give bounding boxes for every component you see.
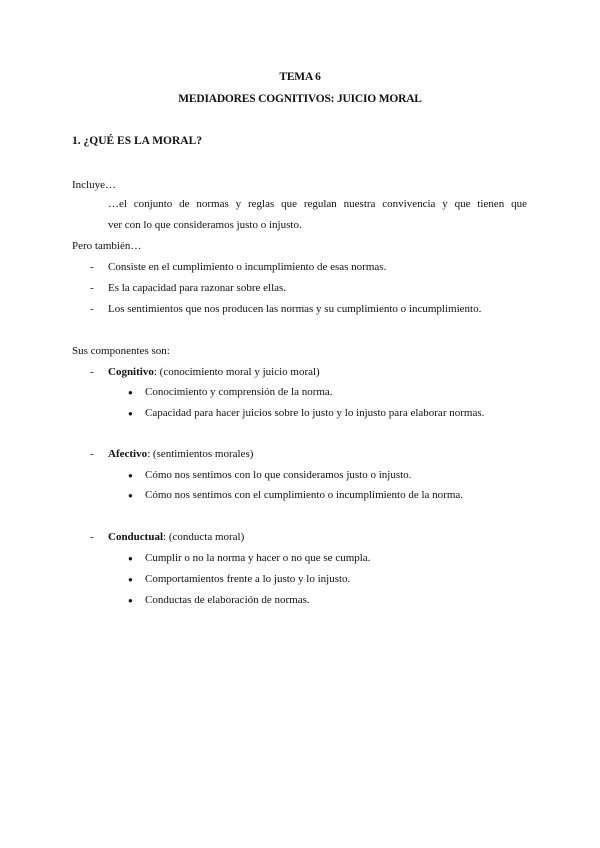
list-item: Cumplir o no la norma y hacer o no que se cumpla. bbox=[145, 552, 371, 564]
component-heading bbox=[108, 366, 320, 378]
bullet-marker: ● bbox=[128, 388, 133, 397]
bullet-marker: ● bbox=[128, 471, 133, 480]
list-item: Los sentimientos que nos producen las normas y su cumplimiento o incumplimiento. bbox=[108, 303, 482, 315]
component-name: Cognitivo bbox=[108, 366, 154, 378]
components-label: Sus componentes son: bbox=[72, 345, 170, 357]
component-heading bbox=[108, 448, 253, 460]
component-detail: : (sentimientos morales) bbox=[147, 448, 254, 460]
list-item: Conductas de elaboración de normas. bbox=[145, 594, 310, 606]
document-title: TEMA 6 bbox=[279, 71, 321, 83]
list-item: Comportamientos frente a lo justo y lo injusto. bbox=[145, 573, 351, 585]
intro-paragraph-line-2: ver con lo que consideramos justo o injusto. bbox=[108, 219, 302, 231]
component-detail: : (conducta moral) bbox=[163, 531, 245, 543]
component-name: Afectivo bbox=[108, 448, 148, 460]
list-item: Cómo nos sentimos con lo que consideramos justo o injusto. bbox=[145, 469, 412, 481]
also-label: Pero también… bbox=[72, 240, 142, 252]
bullet-marker: ● bbox=[128, 554, 133, 563]
intro-label: Incluye… bbox=[72, 179, 116, 191]
dash-marker: - bbox=[90, 261, 94, 273]
dash-marker: - bbox=[90, 282, 94, 294]
bullet-marker: ● bbox=[128, 409, 133, 418]
list-item: Es la capacidad para razonar sobre ellas. bbox=[108, 282, 287, 294]
component-heading bbox=[108, 531, 244, 543]
dash-marker: - bbox=[90, 303, 94, 315]
list-item: Cómo nos sentimos con el cumplimiento o incumplimiento de la norma. bbox=[145, 489, 464, 501]
component-detail: : (conocimiento moral y juicio moral) bbox=[153, 366, 320, 378]
list-item: Capacidad para hacer juicios sobre lo justo y lo injusto para elaborar normas. bbox=[145, 407, 485, 419]
section-heading: 1. ¿QUÉ ES LA MORAL? bbox=[72, 135, 203, 147]
dash-marker: - bbox=[90, 448, 94, 460]
document-subtitle: MEDIADORES COGNITIVOS: JUICIO MORAL bbox=[178, 93, 422, 105]
list-item: Consiste en el cumplimiento o incumplimiento de esas normas. bbox=[108, 261, 387, 273]
bullet-marker: ● bbox=[128, 575, 133, 584]
list-item: Conocimiento y comprensión de la norma. bbox=[145, 386, 333, 398]
bullet-marker: ● bbox=[128, 596, 133, 605]
dash-marker: - bbox=[90, 531, 94, 543]
bullet-marker: ● bbox=[128, 491, 133, 500]
component-name: Conductual bbox=[108, 531, 164, 543]
intro-paragraph-line-1: …el conjunto de normas y reglas que regulan nuestra convivencia y que tienen que bbox=[108, 198, 527, 210]
dash-marker: - bbox=[90, 366, 94, 378]
